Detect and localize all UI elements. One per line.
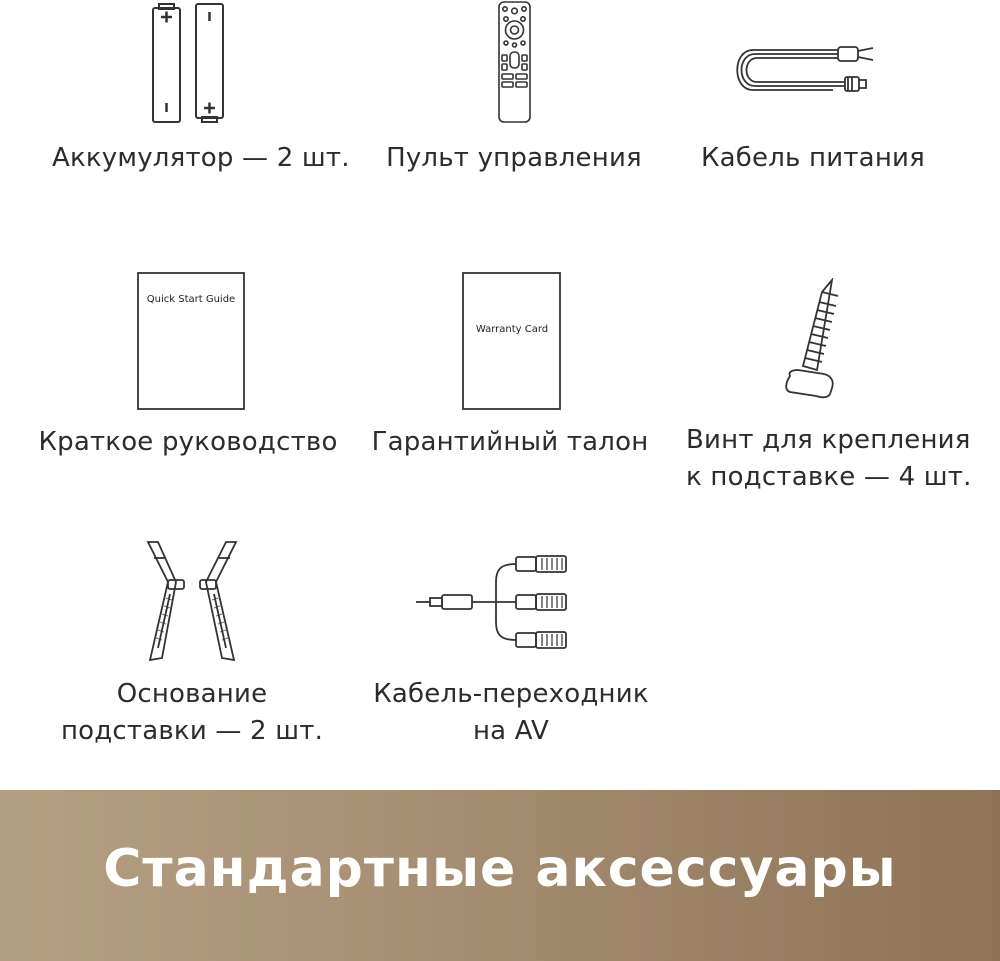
caption-remote (384, 140, 644, 177)
card-printed-label: Warranty Card (475, 324, 549, 335)
title-banner (0, 790, 1000, 961)
remote-control-icon (496, 0, 534, 126)
caption-battery (52, 140, 350, 177)
caption-av-cable (370, 676, 652, 750)
av-adapter-cable-icon (416, 552, 572, 652)
caption-line: подставки — 2 шт. (60, 716, 324, 746)
caption-line: на AV (472, 716, 550, 746)
caption-quick-guide (38, 424, 338, 461)
card-icon (462, 272, 562, 412)
caption-line: Кабель-переходник (373, 679, 649, 709)
power-cable-icon (733, 36, 893, 96)
caption-line: Пульт управления (386, 143, 642, 173)
caption-line: Кабель питания (701, 143, 925, 173)
caption-line: Винт для крепления (686, 425, 971, 455)
screw-icon (776, 278, 842, 402)
booklet-printed-label: Quick Start Guide (146, 294, 236, 305)
caption-line: Гарантийный талон (371, 427, 649, 457)
caption-line: Основание (116, 679, 268, 709)
caption-line: Краткое руководство (38, 427, 338, 457)
caption-line: Аккумулятор — 2 шт. (52, 143, 350, 173)
page-title: Стандартные аксессуары (103, 839, 897, 899)
caption-warranty (370, 424, 650, 461)
caption-stand (52, 676, 332, 750)
caption-line: к подставке — 4 шт. (686, 462, 972, 492)
booklet-icon (137, 272, 247, 412)
caption-screw (686, 422, 976, 496)
stand-legs-icon (140, 538, 244, 666)
caption-power-cable (700, 140, 926, 177)
battery-icon (148, 2, 228, 126)
